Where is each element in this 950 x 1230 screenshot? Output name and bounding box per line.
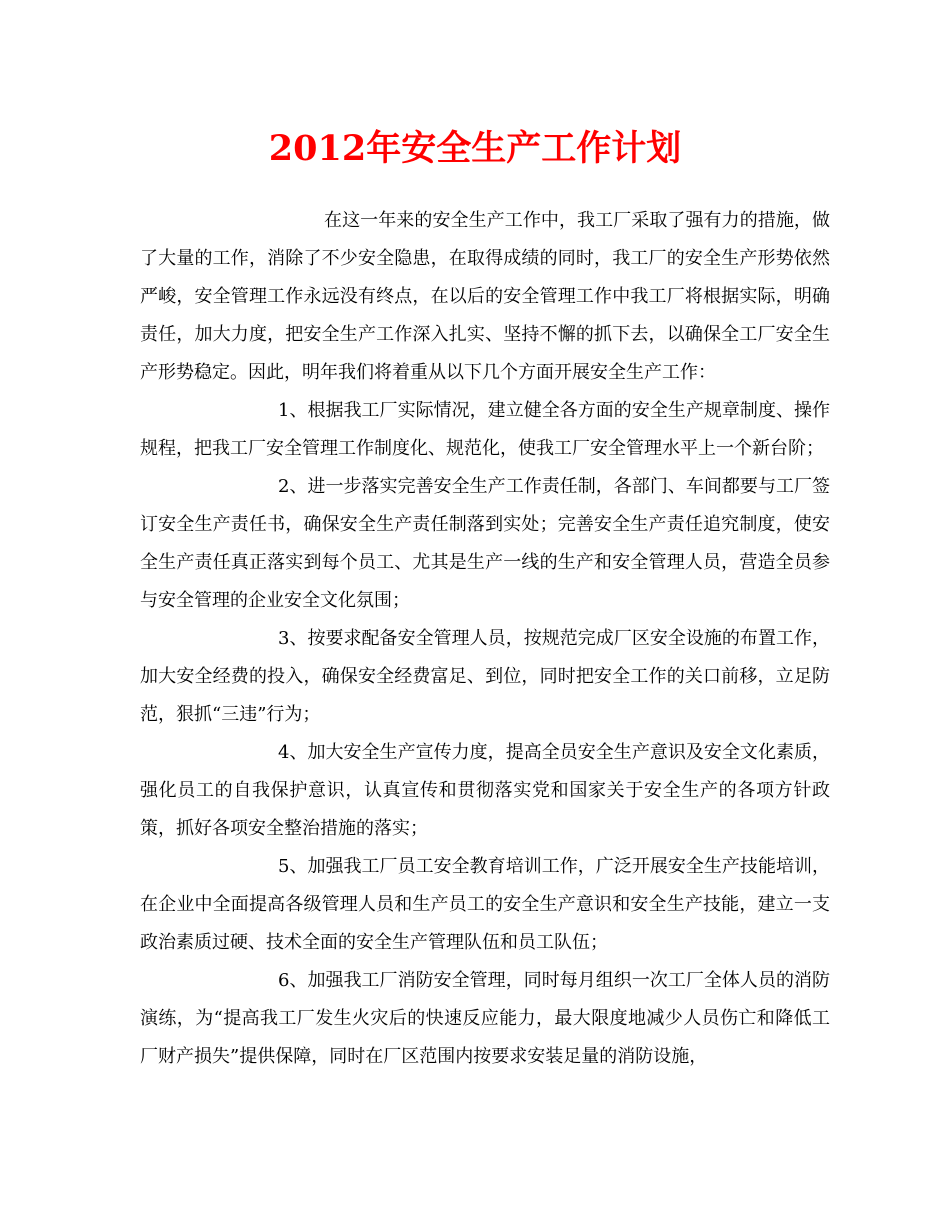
document-title: 2012年安全生产工作计划 [268, 128, 682, 169]
plan-item-4: 4、加大安全生产宣传力度，提高全员安全生产意识及安全文化素质，强化员工的自我保护意识，认真宣传和贯彻落实党和国家关于安全生产的各项方针政策，抓好各项安全整治措施的落实； [140, 742, 830, 839]
plan-item-2: 2、进一步落实完善安全生产工作责任制，各部门、车间都要与工厂签订安全生产责任书，确保安全生产责任制落到实处；完善安全生产责任追究制度，使安全生产责任真正落实到每个员工、尤其是生产一线的生产和安全管理人员，营造全员参与安全管理的企业安全文化氛围； [140, 476, 830, 611]
plan-item-5: 5、加强我工厂员工安全教育培训工作，广泛开展安全生产技能培训，在企业中全面提高各级管理人员和生产员工的安全生产意识和安全生产技能，建立一支政治素质过硬、技术全面的安全生产管理队伍和员工队伍； [140, 856, 830, 953]
plan-item-3: 3、按要求配备安全管理人员，按规范完成厂区安全设施的布置工作，加大安全经费的投入，确保安全经费富足、到位，同时把安全工作的关口前移，立足防范，狠抓“三违”行为； [140, 628, 830, 725]
plan-item-6: 6、加强我工厂消防安全管理，同时每月组织一次工厂全体人员的消防演练，为“提高我工厂发生火灾后的快速反应能力，最大限度地减少人员伤亡和降低工厂财产损失”提供保障，同时在厂区范围内按要求安装足量的消防设施， [140, 970, 830, 1067]
intro-paragraph: 在这一年来的安全生产工作中，我工厂采取了强有力的措施，做了大量的工作，消除了不少安全隐患，在取得成绩的同时，我工厂的安全生产形势依然严峻，安全管理工作永远没有终点，在以后的安全管理工作中我工厂将根据实际，明确责任，加大力度，把安全生产工作深入扎实、坚持不懈的抓下去，以确保全工厂安全生产形势稳定。因此，明年我们将着重从以下几个方面开展安全生产工作： [140, 210, 830, 383]
document-body [140, 202, 830, 1076]
plan-item-1: 1、根据我工厂实际情况，建立健全各方面的安全生产规章制度、操作规程，把我工厂安全管理工作制度化、规范化，使我工厂安全管理水平上一个新台阶； [140, 400, 830, 459]
